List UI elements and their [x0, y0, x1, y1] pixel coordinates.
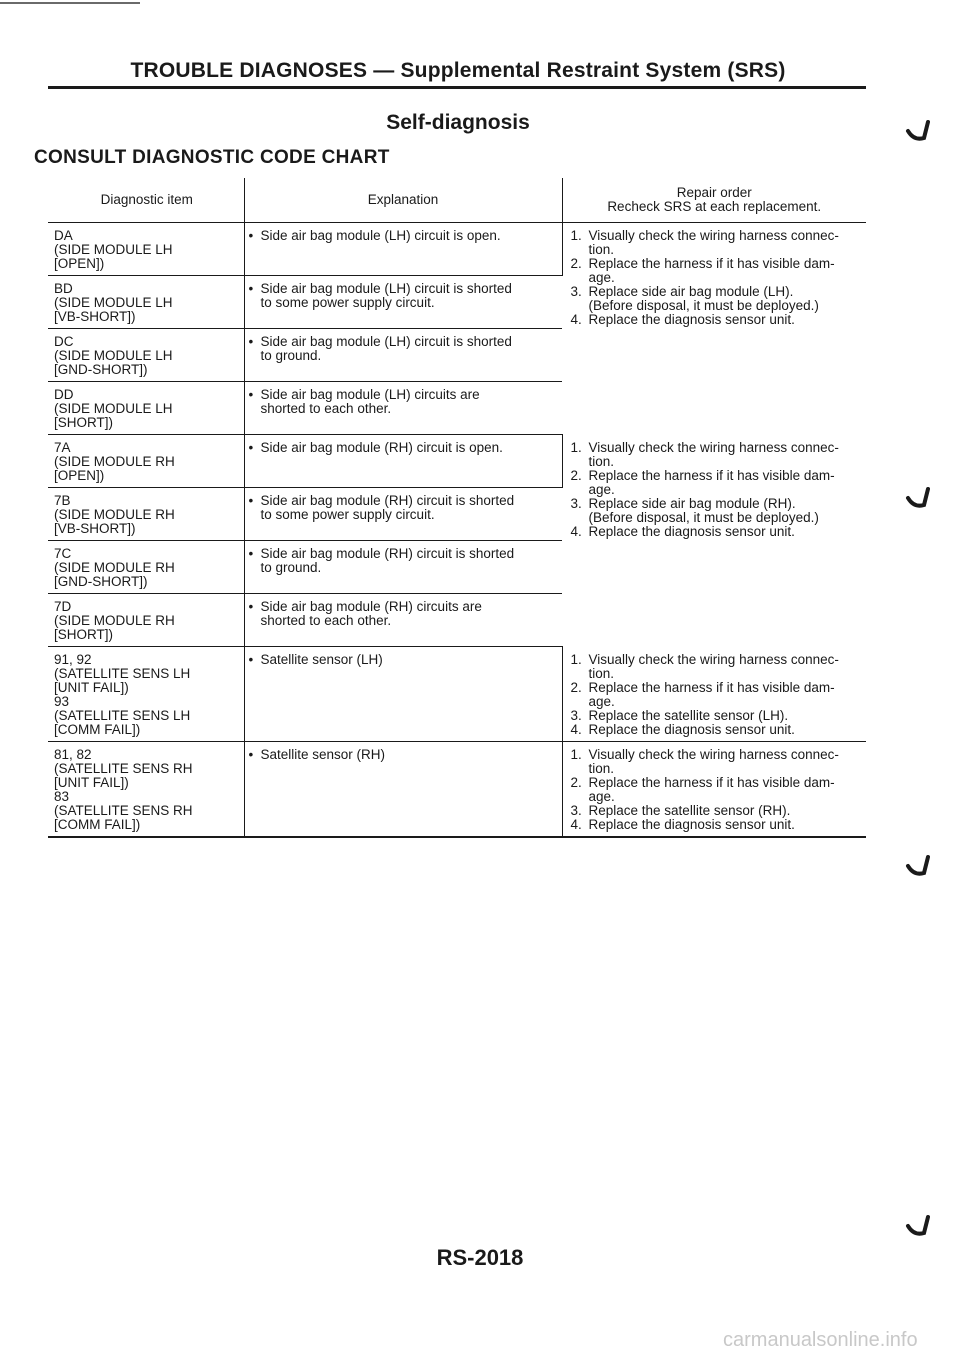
diagnostic-item-line: 93 — [54, 694, 70, 709]
repair-steps-list — [571, 441, 859, 539]
repair-step — [571, 776, 859, 804]
bullet-icon: • — [248, 228, 254, 243]
bullet-icon: • — [248, 652, 254, 667]
repair-step-number: 1. — [570, 228, 582, 243]
top-edge-rule — [0, 2, 140, 4]
repair-step-line: Visually check the wiring harness connec- — [588, 228, 839, 243]
diagnostic-item-line: [COMM FAIL]) — [54, 817, 141, 832]
explanation-line: Satellite sensor (LH) — [260, 652, 383, 667]
explanation-line: to ground. — [260, 348, 322, 363]
repair-steps-list — [571, 229, 859, 327]
repair-step-line: (Before disposal, it must be deployed.) — [588, 509, 819, 525]
repair-step-line: Replace the diagnosis sensor unit. — [588, 523, 795, 539]
page-number: RS-2018 — [436, 1245, 524, 1270]
repair-step — [571, 229, 859, 257]
bullet-icon: • — [248, 747, 254, 762]
repair-step-text — [589, 776, 859, 804]
diagnostic-item-line: (SIDE MODULE LH — [54, 242, 173, 257]
bullet-icon: • — [248, 493, 254, 508]
diagnostic-item-line: (SIDE MODULE LH — [54, 295, 173, 310]
diagnostic-item-line: 81, 82 — [54, 747, 92, 762]
table-body — [48, 223, 866, 838]
repair-step — [571, 469, 859, 497]
bullet-icon: • — [248, 440, 254, 455]
diagnostic-item-line: [GND-SHORT]) — [54, 574, 148, 589]
repair-order-cell — [562, 435, 866, 647]
explanation-text — [261, 600, 555, 628]
explanation-line: Side air bag module (RH) circuit is open. — [260, 440, 503, 455]
repair-step-text — [589, 469, 859, 497]
diagnostic-item-cell — [48, 742, 244, 838]
repair-step-number: 1. — [570, 747, 582, 762]
chart-title: CONSULT DIAGNOSTIC CODE CHART — [34, 147, 390, 168]
repair-order-cell — [562, 647, 866, 742]
diagnostic-item-line: (SATELLITE SENS RH — [54, 803, 193, 818]
repair-step-text — [589, 525, 859, 539]
diagnostic-item-line: (SIDE MODULE LH — [54, 401, 173, 416]
diagnostic-item-line: 7B — [54, 493, 71, 508]
repair-step — [571, 709, 859, 723]
repair-header-line: Repair order — [676, 185, 752, 200]
repair-step — [571, 681, 859, 709]
repair-step-line: age. — [588, 693, 615, 709]
repair-step-number: 3. — [570, 284, 582, 299]
diagnostic-item-line: [OPEN]) — [54, 468, 105, 483]
table-row — [48, 647, 866, 742]
diagnostic-item-line: 7C — [54, 546, 72, 561]
repair-header-note: Recheck SRS at each replacement. — [607, 199, 822, 214]
repair-step — [571, 804, 859, 818]
table-header-row — [48, 178, 866, 223]
repair-order-cell — [562, 223, 866, 435]
repair-step-line: Replace the satellite sensor (LH). — [588, 707, 789, 723]
repair-step-text — [589, 653, 859, 681]
explanation-cell — [244, 276, 562, 329]
bullet-icon: • — [248, 387, 254, 402]
explanation-cell — [244, 435, 562, 488]
diagnostic-item-line: [SHORT]) — [54, 627, 114, 642]
diagnostic-item-line: (SIDE MODULE RH — [54, 454, 175, 469]
diagnostic-item-line: DA — [54, 228, 73, 243]
repair-step-line: tion. — [588, 453, 615, 469]
bullet-icon: • — [248, 546, 254, 561]
diagnostic-item-line: DC — [54, 334, 74, 349]
column-header-repair — [562, 178, 866, 223]
explanation-line: shorted to each other. — [260, 613, 392, 628]
repair-step — [571, 748, 859, 776]
header-rule — [48, 86, 866, 89]
diagnostic-item-line: (SIDE MODULE RH — [54, 613, 175, 628]
explanation-cell — [244, 329, 562, 382]
diagnostic-item-line: 7A — [54, 440, 71, 455]
explanation-cell — [244, 223, 562, 276]
repair-step-line: age. — [588, 481, 615, 497]
repair-step-text — [589, 709, 859, 723]
diagnostic-item-line: (SATELLITE SENS LH — [54, 708, 191, 723]
explanation-line: to ground. — [260, 560, 322, 575]
repair-step-line: Visually check the wiring harness connec- — [588, 651, 839, 667]
explanation-cell — [244, 742, 562, 838]
diagnostic-item-line: BD — [54, 281, 73, 296]
repair-step-number: 2. — [570, 679, 582, 695]
explanation-line: to some power supply circuit. — [260, 507, 435, 522]
repair-step-number: 1. — [570, 439, 582, 455]
repair-step-line: Replace the harness if it has visible dam- — [588, 679, 835, 695]
binding-tick-icon — [905, 118, 931, 144]
explanation-text — [261, 441, 554, 455]
repair-step-line: Replace the satellite sensor (RH). — [588, 803, 791, 818]
repair-step-line: Replace side air bag module (RH). — [588, 495, 796, 511]
repair-steps-list — [571, 653, 859, 737]
repair-step — [571, 497, 859, 525]
diagnostic-item-line: [UNIT FAIL]) — [54, 775, 129, 790]
diagnostic-item-cell — [48, 647, 244, 742]
explanation-text — [261, 653, 554, 667]
page-header-title: TROUBLE DIAGNOSES — Supplemental Restraint System (SRS) — [130, 59, 786, 82]
repair-step-number: 3. — [570, 707, 582, 723]
explanation-cell — [244, 382, 562, 435]
repair-step-line: tion. — [588, 242, 615, 257]
explanation-line: Satellite sensor (RH) — [260, 747, 386, 762]
diagnostic-item-line: (SIDE MODULE LH — [54, 348, 173, 363]
explanation-text — [261, 282, 555, 310]
column-header-item: Diagnostic item — [48, 178, 244, 223]
explanation-line: shorted to each other. — [260, 401, 392, 416]
repair-step-line: Replace the harness if it has visible dam- — [588, 467, 835, 483]
diagnostic-item-cell — [48, 594, 244, 647]
repair-step — [571, 285, 859, 313]
explanation-line: Side air bag module (RH) circuit is shorted — [260, 546, 515, 561]
repair-step-line: age. — [588, 789, 615, 804]
repair-step-text — [589, 313, 859, 327]
repair-step-text — [589, 441, 859, 469]
repair-step-number: 4. — [570, 523, 582, 539]
diagnostic-item-line: [GND-SHORT]) — [54, 362, 148, 377]
table-row — [48, 223, 866, 276]
repair-step-number: 4. — [570, 817, 582, 832]
repair-step-line: Replace the diagnosis sensor unit. — [588, 721, 795, 737]
explanation-line: to some power supply circuit. — [260, 295, 435, 310]
repair-step-line: age. — [588, 270, 615, 285]
watermark: carmanualsonline.info — [723, 1329, 918, 1351]
repair-step-line: tion. — [588, 761, 615, 776]
diagnostic-item-cell — [48, 276, 244, 329]
diagnostic-item-line: (SIDE MODULE RH — [54, 560, 175, 575]
bullet-icon: • — [248, 599, 254, 614]
column-header-explanation: Explanation — [244, 178, 562, 223]
repair-step — [571, 653, 859, 681]
diagnostic-item-cell — [48, 435, 244, 488]
explanation-text — [261, 748, 554, 762]
repair-step — [571, 723, 859, 737]
explanation-cell — [244, 541, 562, 594]
repair-order-cell — [562, 742, 866, 838]
diagnostic-item-line: (SATELLITE SENS LH — [54, 666, 191, 681]
repair-step-line: Replace the harness if it has visible dam- — [588, 775, 835, 790]
diagnostic-item-cell — [48, 382, 244, 435]
binding-tick-icon — [905, 1213, 931, 1239]
repair-step-text — [589, 818, 859, 832]
repair-step-line: Replace the diagnosis sensor unit. — [588, 312, 795, 327]
diagnostic-item-line: [COMM FAIL]) — [54, 722, 141, 737]
explanation-cell — [244, 488, 562, 541]
table-row — [48, 742, 866, 838]
diagnostic-item-line: [UNIT FAIL]) — [54, 680, 129, 695]
diagnostic-item-cell — [48, 541, 244, 594]
repair-steps-list — [571, 748, 859, 832]
diagnostic-item-line: 7D — [54, 599, 72, 614]
binding-tick-icon — [905, 485, 931, 511]
repair-step-line: tion. — [588, 665, 615, 681]
repair-step-number: 4. — [570, 312, 582, 327]
diagnostic-item-cell — [48, 329, 244, 382]
bullet-icon: • — [248, 334, 254, 349]
explanation-line: Side air bag module (RH) circuits are — [260, 599, 482, 614]
explanation-cell — [244, 647, 562, 742]
bullet-icon: • — [248, 281, 254, 296]
diagnostic-item-line: [SHORT]) — [54, 415, 114, 430]
repair-step-line: Replace the diagnosis sensor unit. — [588, 817, 795, 832]
explanation-line: Side air bag module (LH) circuit is shorted — [260, 334, 512, 349]
repair-step — [571, 441, 859, 469]
repair-step-text — [589, 748, 859, 776]
explanation-line: Side air bag module (LH) circuits are — [260, 387, 480, 402]
diagnostic-item-line: 83 — [54, 789, 70, 804]
repair-step-line: Replace the harness if it has visible dam- — [588, 256, 835, 271]
repair-step-text — [589, 229, 859, 257]
diagnostic-item-line: DD — [54, 387, 74, 402]
repair-step — [571, 257, 859, 285]
repair-step-text — [589, 285, 859, 313]
diagnostic-item-cell — [48, 223, 244, 276]
repair-step-text — [589, 497, 859, 525]
repair-step-line: Visually check the wiring harness connec- — [588, 439, 839, 455]
explanation-text — [261, 388, 555, 416]
diagnostic-item-line: [VB-SHORT]) — [54, 309, 136, 324]
explanation-line: Side air bag module (LH) circuit is shorted — [260, 281, 512, 296]
explanation-line: Side air bag module (LH) circuit is open. — [260, 228, 501, 243]
explanation-text — [261, 547, 555, 575]
repair-step-number: 1. — [570, 651, 582, 667]
diagnostic-item-line: 91, 92 — [54, 652, 92, 667]
repair-step-line: (Before disposal, it must be deployed.) — [588, 298, 819, 313]
repair-step-line: Replace side air bag module (LH). — [588, 284, 794, 299]
binding-tick-icon — [905, 853, 931, 879]
repair-step-number: 2. — [570, 256, 582, 271]
repair-step-number: 3. — [570, 803, 582, 818]
repair-step-number: 2. — [570, 775, 582, 790]
diagnostic-item-line: (SATELLITE SENS RH — [54, 761, 193, 776]
repair-step-text — [589, 723, 859, 737]
repair-step — [571, 818, 859, 832]
section-title: Self-diagnosis — [386, 111, 530, 134]
diagnostic-item-line: [VB-SHORT]) — [54, 521, 136, 536]
repair-step — [571, 313, 859, 327]
diagnostic-item-cell — [48, 488, 244, 541]
explanation-line: Side air bag module (RH) circuit is shorted — [260, 493, 515, 508]
repair-step-text — [589, 681, 859, 709]
explanation-text — [261, 335, 555, 363]
repair-step-text — [589, 804, 859, 818]
repair-step-number: 3. — [570, 495, 582, 511]
repair-step-text — [589, 257, 859, 285]
table-row — [48, 435, 866, 488]
explanation-cell — [244, 594, 562, 647]
diagnostic-code-table — [48, 178, 866, 838]
repair-step-number: 4. — [570, 721, 582, 737]
repair-step-line: Visually check the wiring harness connec- — [588, 747, 839, 762]
diagnostic-item-line: [OPEN]) — [54, 256, 105, 271]
repair-step — [571, 525, 859, 539]
repair-step-number: 2. — [570, 467, 582, 483]
explanation-text — [261, 494, 555, 522]
explanation-text — [261, 229, 554, 243]
diagnostic-item-line: (SIDE MODULE RH — [54, 507, 175, 522]
